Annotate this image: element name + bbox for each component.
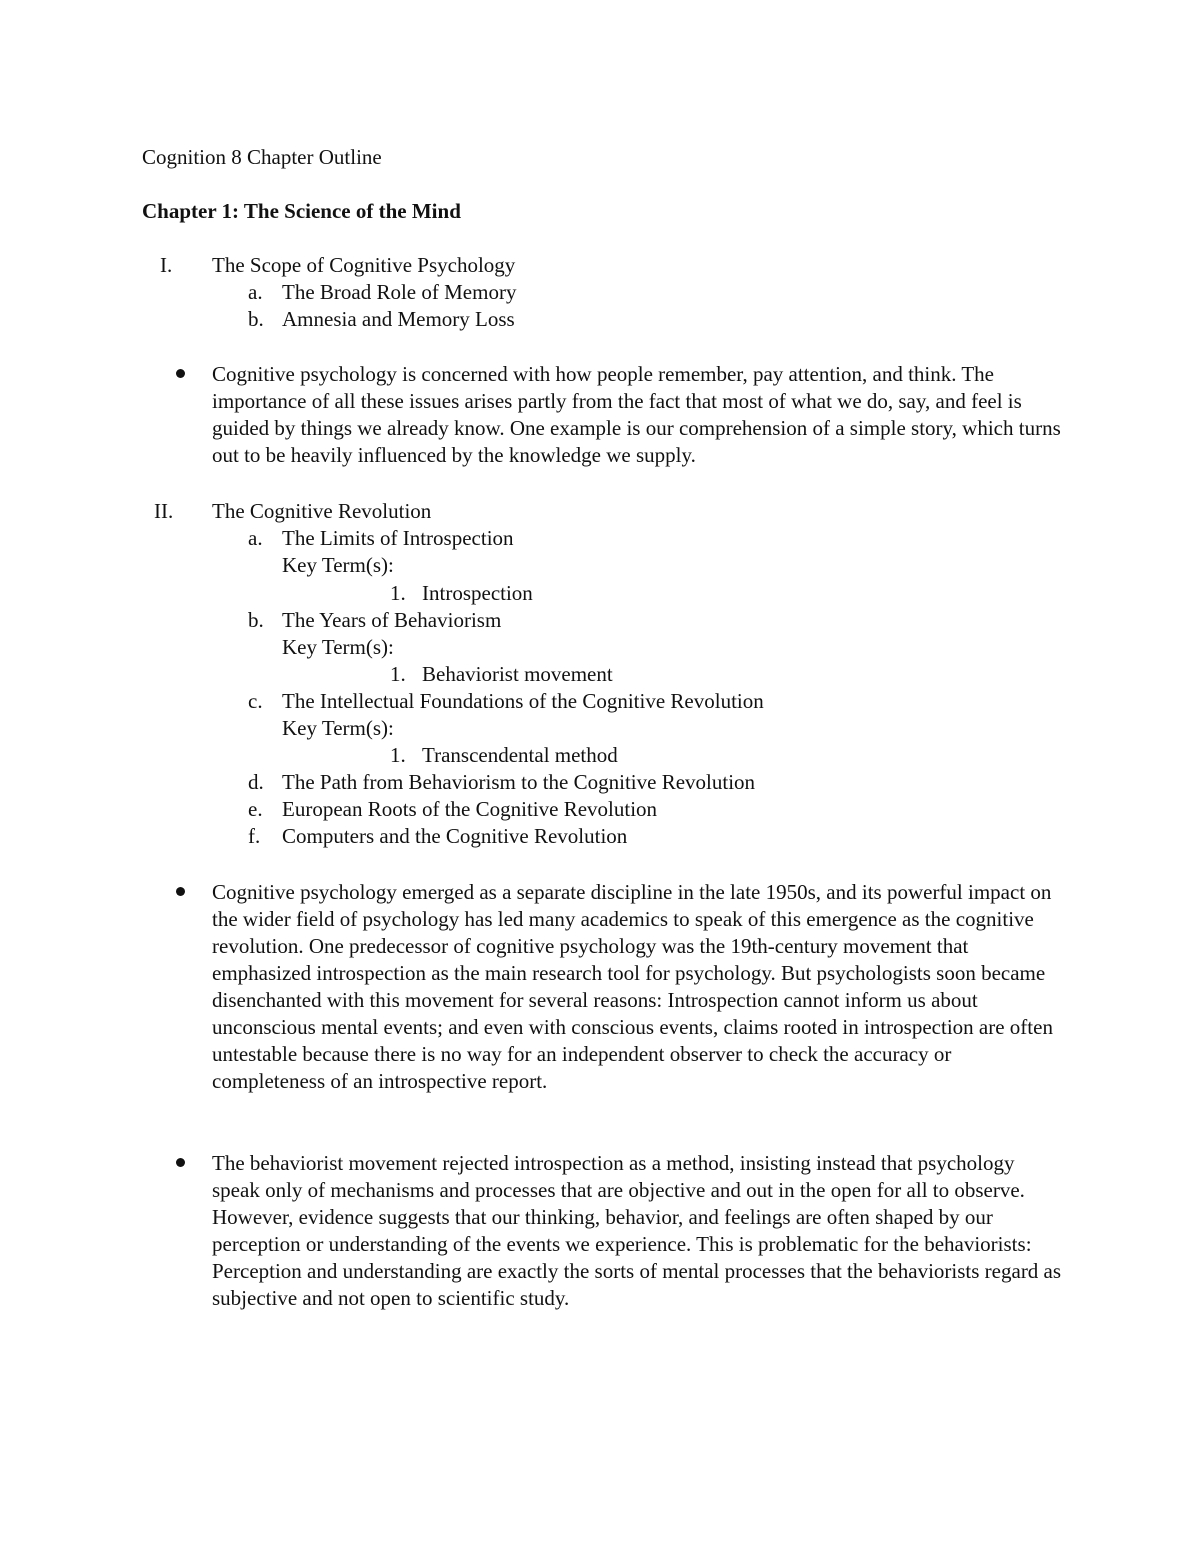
subsection-letter: a. (248, 280, 263, 304)
key-terms-label: Key Term(s): (282, 635, 394, 659)
bullet-dot (176, 1158, 185, 1167)
section-title: The Scope of Cognitive Psychology (212, 253, 516, 277)
subsection-letter: c. (248, 689, 263, 713)
term-number: 1. (390, 743, 406, 767)
document-header: Cognition 8 Chapter Outline (142, 145, 382, 169)
subsection-title: The Intellectual Foundations of the Cognitive Revolution (282, 689, 764, 713)
subsection-letter: b. (248, 608, 264, 632)
subsection-title: The Years of Behaviorism (282, 608, 502, 632)
subsection-title: Computers and the Cognitive Revolution (282, 824, 628, 848)
key-term: Introspection (422, 581, 533, 605)
summary-paragraph: Cognitive psychology emerged as a separate discipline in the late 1950s, and its powerful impact on the wider field of psychology has led many academics to speak of this emergence as the cognitive revolution. One predecessor of cognitive psychology was the 19th-century movement that emphasized introspection as the main research tool for psychology. But psychologists soon became disenchanted with this movement for several reasons: Introspection cannot inform us about unconscious mental events; and even with conscious events, claims rooted in introspection are often untestable because there is no way for an independent observer to check the accuracy or completeness of an introspective report. (212, 880, 1053, 1093)
bullet-dot (176, 887, 185, 896)
key-term: Behaviorist movement (422, 662, 613, 686)
subsection-title: The Broad Role of Memory (282, 280, 517, 304)
section-title: The Cognitive Revolution (212, 499, 432, 523)
subsection-letter: f. (248, 824, 261, 848)
term-number: 1. (390, 581, 406, 605)
chapter-title: Chapter 1: The Science of the Mind (142, 199, 461, 223)
bullet-dot (176, 369, 185, 378)
subsection-letter: a. (248, 526, 263, 550)
key-term: Transcendental method (422, 743, 618, 767)
subsection-letter: b. (248, 307, 264, 331)
subsection-title: European Roots of the Cognitive Revolution (282, 797, 658, 821)
key-terms-label: Key Term(s): (282, 553, 394, 577)
summary-paragraph: Cognitive psychology is concerned with how people remember, pay attention, and think. The importance of all these issues arises partly from the fact that most of what we do, say, and feel is guided by things we already know. One example is our comprehension of a simple story, which turns out to be heavily influenced by the knowledge we supply. (212, 362, 1061, 467)
subsection-letter: d. (248, 770, 264, 794)
key-terms-label: Key Term(s): (282, 716, 394, 740)
section-numeral: I. (160, 253, 173, 277)
subsection-title: Amnesia and Memory Loss (282, 307, 515, 331)
subsection-letter: e. (248, 797, 263, 821)
term-number: 1. (390, 662, 406, 686)
section-numeral: II. (154, 499, 174, 523)
subsection-title: The Limits of Introspection (282, 526, 514, 550)
subsection-title: The Path from Behaviorism to the Cognitive Revolution (282, 770, 756, 794)
summary-paragraph: The behaviorist movement rejected introspection as a method, insisting instead that psychology speak only of mechanisms and processes that are objective and out in the open for all to observe. However, evidence suggests that our thinking, behavior, and feelings are often shaped by our perception or understanding of the events we experience. This is problematic for the behaviorists: Perception and understanding are exactly the sorts of mental processes that the behaviorists regard as subjective and not open to scientific study. (212, 1151, 1062, 1310)
